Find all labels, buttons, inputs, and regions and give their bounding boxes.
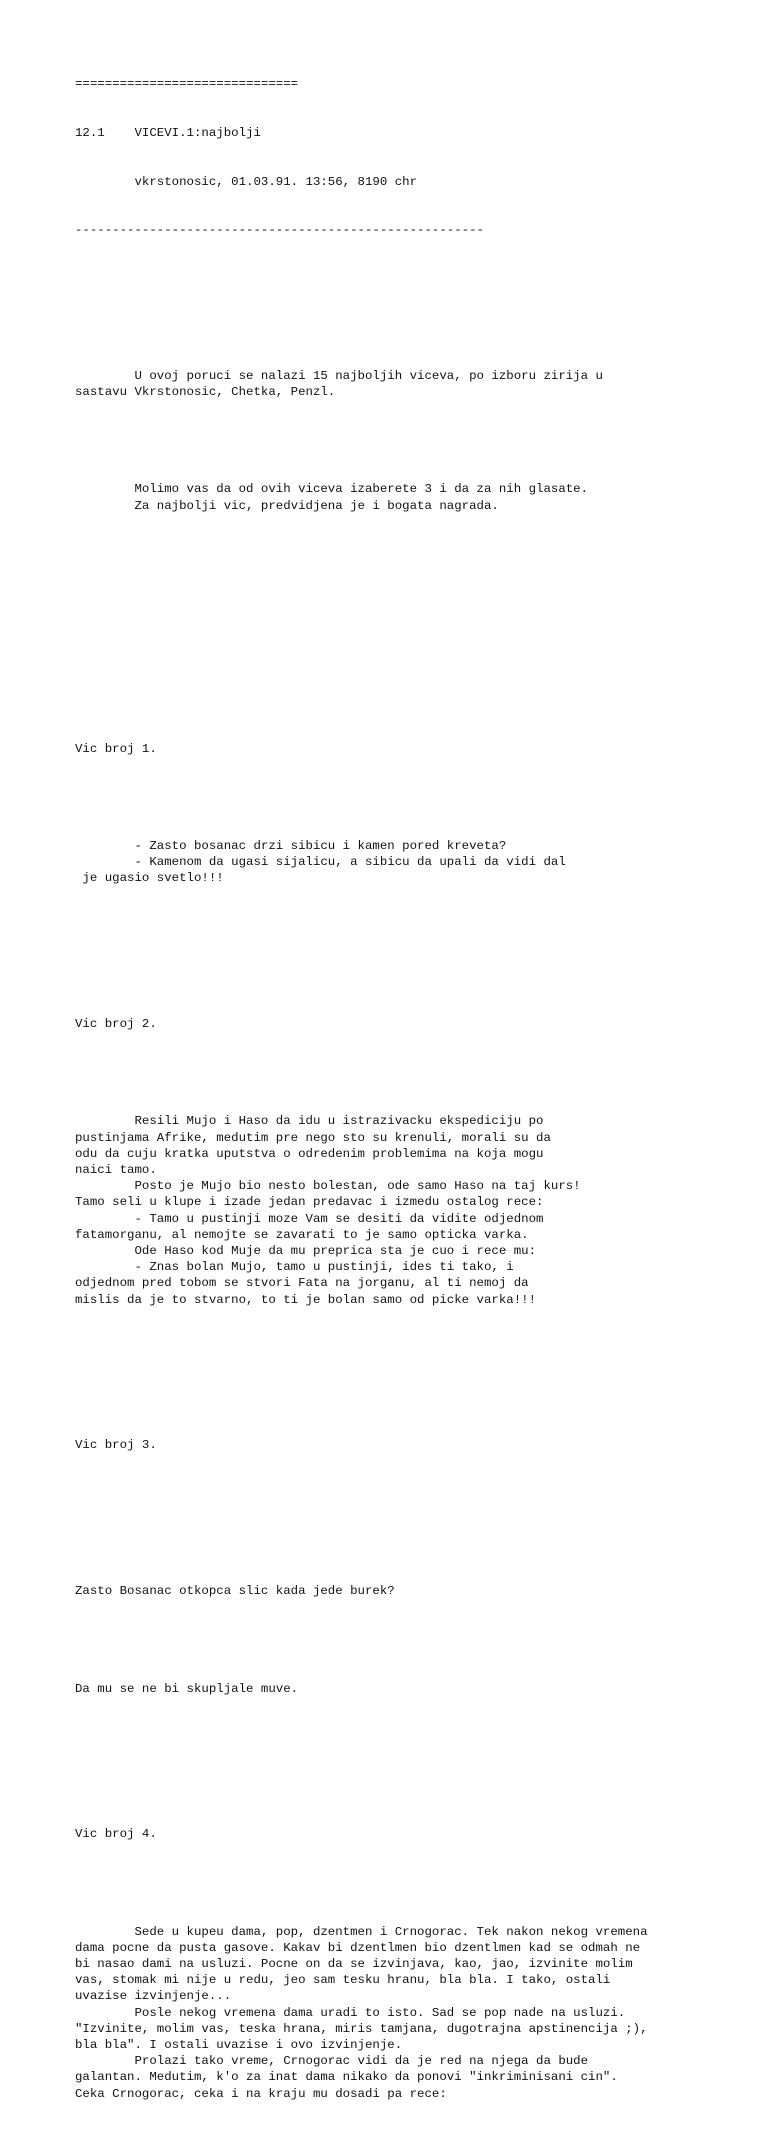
message-id-line: 12.1 VICEVI.1:najbolji — [75, 126, 261, 141]
joke-2-text: Resili Mujo i Haso da idu u istrazivacku ekspediciju po pustinjama Afrike, medutim pre nego sto su krenuli, morali su da odu da cuju kratka uputstva o odredenim problemima na koja mogu naici tamo. Posto je Mujo bio nesto bolestan, ode samo Haso na taj kurs! Tamo seli u klupe i izade jedan predavac i izmedu ostalog rece: - Tamo u pustinji moze Vam se desiti da vidite odjednom fatamorganu, al nemojte se zavarati to je samo opticka varka. Ode Haso kod Muje da mu prepricа sta je cuo i rece mu: - Znas bolan Mujo, tamo u pustinji, ides ti tako, i odjednom pred tobom se stvori Fata na jorganu, al ti nemoj da mislis da je to stvarno, to ti je bolan samo od picke varka!!! — [75, 1114, 581, 1307]
document-text — [75, 44, 715, 2134]
joke-1-text: - Zasto bosanac drzi sibicu i kamen pored kreveta? - Kamenom da ugasi sijalicu, a sibicu da upali da vidi dal je ugasio svetlo!!! — [82, 838, 566, 886]
intro-paragraph-1: U ovoj poruci se nalazi 15 najboljih viceva, po izboru zirija u sastavu Vkrstonosic, Chetka, Penzl. — [75, 369, 603, 400]
joke-1-heading: Vic broj 1. — [75, 741, 157, 756]
joke-4-text: Sede u kupeu dama, pop, dzentmen i Crnogorac. Tek nakon nekog vremena dama pocne da pusta gasove. Kakav bi dzentlmen bio dzentlmen kad se odmah ne bi nasao dami na usluzi. Pocne on da se izvinjava, kao, jao, izvinite molim vas, stomak mi nije u redu, jeo sam tesku hranu, bla bla. I tako, ostali uvazise izvinjenje... Posle nekog vremena dama uradi to isto. Sad se pop nade na usluzi. "Izvinite, molim vas, teska hrana, miris tamjana, dugotrajna apstinencija ;), bla bla". I ostali uvazise i ovo izvinjenje. Prolazi tako vreme, Crnogorac vidi da je red na njega da bude galantan. Medutim, k'o za inat dama nikako da ponovi "inkriminisani cin". Ceka Crnogorac, ceka i na kraju mu dosadi pa rece: — [75, 1924, 648, 2101]
header-rule-top: ============================== — [75, 77, 299, 92]
joke-3-question: Zasto Bosanac otkopca slic kada jede burek? — [75, 1584, 395, 1599]
joke-2-heading: Vic broj 2. — [75, 1017, 157, 1032]
joke-4-heading: Vic broj 4. — [75, 1827, 157, 1842]
author-date-line: vkrstonosic, 01.03.91. 13:56, 8190 chr — [75, 174, 418, 189]
joke-3-heading: Vic broj 3. — [75, 1438, 157, 1453]
intro-paragraph-2: Molimo vas da od ovih viceva izaberete 3 i da za nih glasate. Za najbolji vic, predvidjena je i bogata nagrada. — [134, 482, 589, 513]
header-rule-bottom: ------------------------------------------------------- — [75, 223, 484, 238]
joke-3-answer: Da mu se ne bi skupljale muve. — [75, 1681, 299, 1696]
